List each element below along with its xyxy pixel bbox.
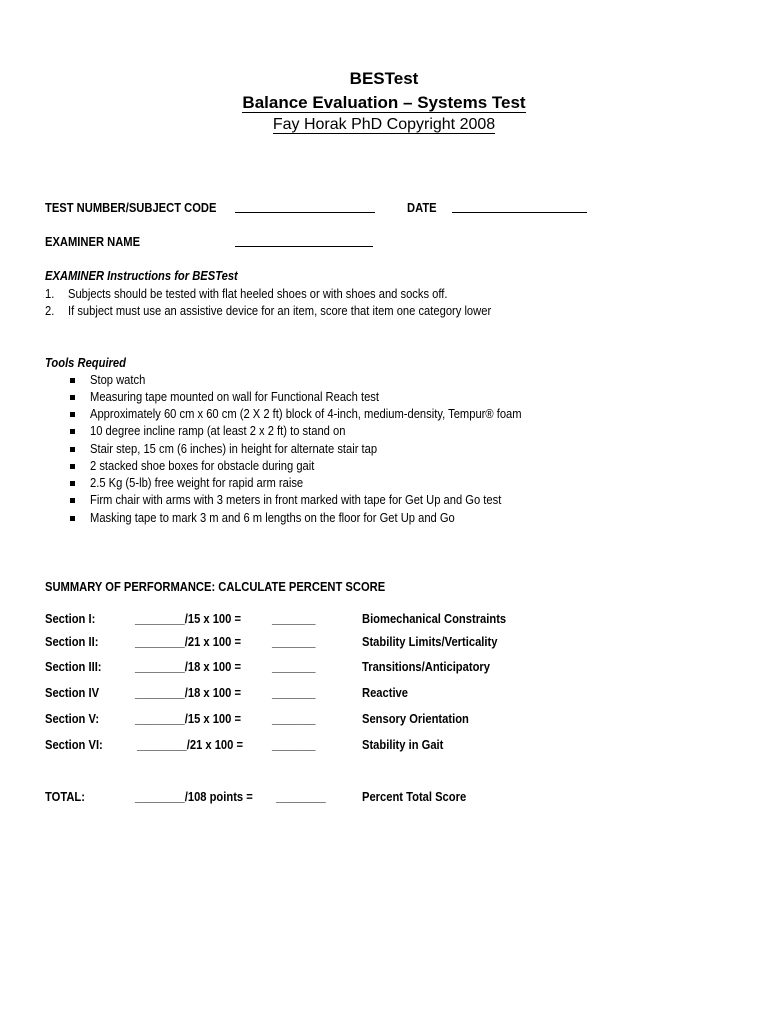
tool-item: 2 stacked shoe boxes for obstacle during gait [90,458,315,473]
tool-item: Approximately 60 cm x 60 cm (2 X 2 ft) block of 4-inch, medium-density, Tempur® foam [90,406,522,421]
bullet-icon [70,516,75,521]
section-name: Stability in Gait [362,737,444,752]
bullet-icon [70,412,75,417]
section-score: ________/21 x 100 = [137,737,244,752]
tool-item: Masking tape to mark 3 m and 6 m lengths on the floor for Get Up and Go [90,510,455,525]
tool-item: 2.5 Kg (5-lb) free weight for rapid arm raise [90,475,304,490]
section-result[interactable]: _______ [272,737,316,752]
instruction-item: If subject must use an assistive device for an item, score that item one category lower [68,303,492,318]
document-subtitle [0,93,768,113]
section-name: Stability Limits/Verticality [362,634,498,649]
section-result[interactable]: _______ [272,685,316,700]
section-label: Section VI: [45,737,103,752]
document-author [0,116,768,134]
section-label: Section II: [45,634,99,649]
document-title: BESTest [349,69,419,88]
document-subtitle-text: Balance Evaluation – Systems Test [242,93,526,112]
tool-item: Measuring tape mounted on wall for Functional Reach test [90,389,379,404]
bullet-icon [70,378,75,383]
tool-item: 10 degree incline ramp (at least 2 x 2 ft) to stand on [90,423,346,438]
bullet-icon [70,498,75,503]
section-result[interactable]: _______ [272,611,316,626]
section-label: Section IV [45,685,100,700]
bullet-icon [70,429,75,434]
section-score: ________/21 x 100 = [135,634,242,649]
total-name: Percent Total Score [362,789,467,804]
section-name: Reactive [362,685,408,700]
summary-heading: SUMMARY OF PERFORMANCE: CALCULATE PERCENT SCORE [45,579,386,594]
date-field[interactable] [452,201,587,213]
section-score: ________/15 x 100 = [135,711,242,726]
test-number-field[interactable] [235,201,375,213]
bullet-icon [70,464,75,469]
section-result[interactable]: _______ [272,711,316,726]
instructions-heading: EXAMINER Instructions for BESTest [45,268,238,283]
date-label: DATE [407,200,437,215]
total-score: ________/108 points = [135,789,253,804]
section-name: Transitions/Anticipatory [362,659,490,674]
section-score: ________/18 x 100 = [135,659,242,674]
section-score: ________/15 x 100 = [135,611,242,626]
section-result[interactable]: _______ [272,634,316,649]
tool-item: Stop watch [90,372,146,387]
examiner-field[interactable] [235,235,373,247]
tools-heading: Tools Required [45,355,126,370]
examiner-label: EXAMINER NAME [45,234,141,249]
section-name: Biomechanical Constraints [362,611,507,626]
bullet-icon [70,481,75,486]
total-label: TOTAL: [45,789,85,804]
section-result[interactable]: _______ [272,659,316,674]
instruction-item: Subjects should be tested with flat heeled shoes or with shoes and socks off. [68,286,448,301]
document-author-text: Fay Horak PhD Copyright 2008 [272,116,496,133]
bullet-icon [70,447,75,452]
tool-item: Stair step, 15 cm (6 inches) in height for alternate stair tap [90,441,378,456]
section-label: Section III: [45,659,102,674]
section-name: Sensory Orientation [362,711,469,726]
instruction-number: 1. [45,286,55,301]
test-number-label: TEST NUMBER/SUBJECT CODE [45,200,217,215]
section-score: ________/18 x 100 = [135,685,242,700]
tool-item: Firm chair with arms with 3 meters in front marked with tape for Get Up and Go test [90,492,502,507]
section-label: Section V: [45,711,100,726]
instruction-number: 2. [45,303,55,318]
total-result[interactable]: ________ [276,789,326,804]
bullet-icon [70,395,75,400]
section-label: Section I: [45,611,96,626]
